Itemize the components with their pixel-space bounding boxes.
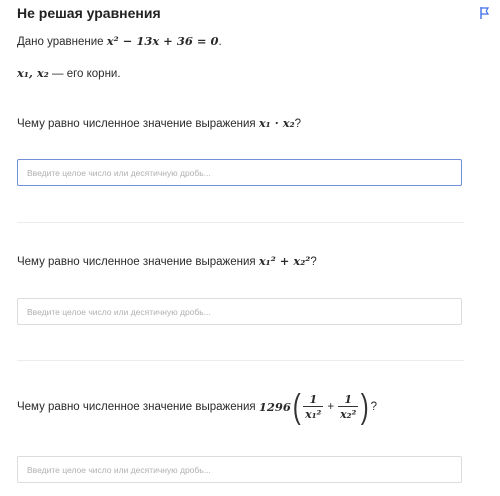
given-prefix: Дано уравнение <box>17 36 104 48</box>
question-2-expr: x₁² + x₂² <box>258 254 311 268</box>
roots-vars: x₁, x₂ <box>17 66 49 80</box>
question-3-suffix: ? <box>370 401 378 413</box>
page-title: Не решая уравнения <box>17 5 161 21</box>
answer-input-2[interactable] <box>17 298 462 325</box>
question-1-text: Чему равно численное значение выражения <box>17 118 256 130</box>
question-3-coef: 1296 <box>258 400 291 414</box>
flag-icon[interactable] <box>478 6 492 20</box>
roots-text: — его корни. <box>52 68 121 80</box>
divider <box>17 222 464 223</box>
given-suffix: . <box>218 36 222 48</box>
roots-statement <box>17 66 121 80</box>
fraction-2-num: 1 <box>338 393 358 407</box>
divider <box>17 360 464 361</box>
fraction-2 <box>338 393 358 422</box>
answer-input-3[interactable] <box>17 456 462 483</box>
answer-input-1[interactable] <box>17 159 462 186</box>
question-2-text: Чему равно численное значение выражения <box>17 256 256 268</box>
fraction-2-den: x₂² <box>340 407 357 421</box>
plus-sign: + <box>327 401 335 413</box>
question-2 <box>17 254 317 268</box>
given-equation <box>17 34 222 48</box>
right-paren: ) <box>360 388 369 426</box>
question-1-suffix: ? <box>294 118 302 130</box>
fraction-1 <box>303 393 323 422</box>
left-paren: ( <box>292 388 301 426</box>
fraction-1-den: x₁² <box>305 407 322 421</box>
given-equation-math: x² − 13x + 36 = 0 <box>106 34 219 48</box>
question-2-suffix: ? <box>310 256 317 268</box>
question-1-expr: x₁ · x₂ <box>258 116 295 130</box>
fraction-1-num: 1 <box>303 393 323 407</box>
question-1 <box>17 116 301 130</box>
question-3 <box>17 390 377 424</box>
question-3-text: Чему равно численное значение выражения <box>17 401 256 413</box>
